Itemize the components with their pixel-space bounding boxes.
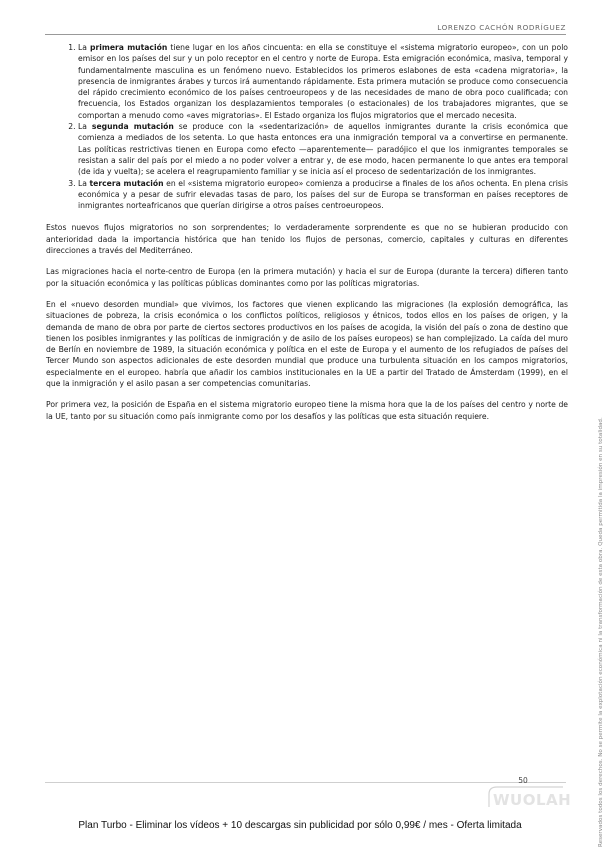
body-text xyxy=(46,42,568,422)
paragraph: Estos nuevos flujos migratorios no son sorprendentes; lo verdaderamente sorprendente es que no se hubieran producido con anterioridad dada la importancia histórica que han tenido los flujos de personas, comercio, capitales y culturas en diferentes direcciones a través del Mediterráneo. xyxy=(46,223,568,256)
list-item-text: se produce con la «sedentarización» de aquellos inmigrantes durante la crisis económica que comienza a mediados de los setenta. Lo que hasta entonces era una inmigración temporal va a convertirse en permanente. Las políticas restrictivas tienen en Europa como efecto —aparentemente— paradójico el que los inmigrantes temporales se resistan a salir del país por el miedo a no poder volver a entrar y, de ese modo, hacen permanente lo que antes era temporal (de ida y vuelta); se acelera el reagrupamiento familiar y se inicia así el proceso de sedentarización de los inmigrantes. xyxy=(78,122,568,177)
wuolah-logo-icon xyxy=(487,784,572,809)
mutations-list xyxy=(46,42,568,211)
promo-banner[interactable]: Plan Turbo - Eliminar los vídeos + 10 descargas sin publicidad por sólo 0,99€ / mes - Oferta limitada xyxy=(78,820,522,831)
list-item-term: segunda mutación xyxy=(91,122,174,132)
list-item-term: tercera mutación xyxy=(89,178,164,188)
page-number: 50 xyxy=(518,776,528,785)
list-item-text: tiene lugar en los años cincuenta: en ella se constituye el «sistema migratorio europeo», con un polo emisor en los países del sur y un polo receptor en el centro y norte de Europa. Esta emigración económica, masiva, temporal y fundamentalmente masculina es un fenómeno nuevo. Establecidos los primeros eslabones de esta «cadena migratoria», la presencia de inmigrantes árabes y turcos irá aumentando rápidamente. Esta primera mutación se produce como consecuencia del rápido crecimiento económico de los países centroeuropeos y de las necesidades de mano de obra poco cualificada; con frecuencia, los Estados organizan los desplazamientos temporales (o estacionales) de los trabajadores migrantes, que se comportan a menudo como «aves migratorias». El Estado organiza los flujos migratorios que el mercado necesita. xyxy=(78,43,568,120)
list-item-text: en el «sistema migratorio europeo» comienza a producirse a finales de los años ochenta. En plena crisis económica y a pesar de sufrir elevadas tasas de paro, los países del sur de Europa se transforman en países receptores de inmigrantes norteafricanos que querían dirigirse a otros países centroeuropeos. xyxy=(78,178,568,211)
footer-rule xyxy=(45,782,566,783)
paragraph: Por primera vez, la posición de España en el sistema migratorio europeo tiene la misma hora que la de los países del centro y norte de la UE, tanto por su situación como país inmigrante como por los desafíos y las políticas que esta situación requiere. xyxy=(46,400,568,421)
list-item-lead: La xyxy=(78,43,90,52)
svg-text:WUOLAH: WUOLAH xyxy=(493,791,572,809)
list-item xyxy=(78,42,568,121)
list-item-lead: La xyxy=(78,178,90,188)
list-item xyxy=(78,178,568,212)
list-item xyxy=(78,121,568,177)
paragraph: Las migraciones hacia el norte-centro de Europa (en la primera mutación) y hacia el sur de Europa (durante la tercera) difieren tanto por la situación económica y las políticas públicas dominantes como por las políticas migratorias. xyxy=(46,267,568,288)
rights-side-note xyxy=(588,165,604,847)
header-rule xyxy=(45,34,566,35)
running-header-author: LORENZO CACHÓN RODRÍGUEZ xyxy=(437,23,566,32)
paragraph: En el «nuevo desorden mundial» que vivimos, los factores que vienen explicando las migraciones (la explosión demográfica, las situaciones de pobreza, la crisis económica o los conflictos políticos, religiosos y étnicos, todos ellos en los países de origen, y la demanda de mano de obra por parte de ciertos sectores productivos en los países de acogida, la visión del país o zona de destino que tienen los posibles inmigrantes y las políticas de inmigración y de asilo de los países europeos) se han complejizado. La caída del muro de Berlín en noviembre de 1989, la situación económica y política en el este de Europa y el aumento de los refugiados de países del Tercer Mundo son aspectos adicionales de este desorden mundial que produce una turbulenta situación en los campos migratorios, especialmente en el europeo. habría que añadir los cambios institucionales en la UE a partir del Tratado de Ámsterdam (1999), en el que la inmigración y el asilo pasan a ser competencias comunitarias. xyxy=(46,299,568,389)
list-item-term: primera mutación xyxy=(90,43,168,52)
rights-side-note-text: Reservados todos los derechos. No se permite la explotación económica ni la transformación de esta obra. Queda permitida la impresión en su totalidad. xyxy=(598,417,604,847)
list-item-lead: La xyxy=(78,122,92,132)
